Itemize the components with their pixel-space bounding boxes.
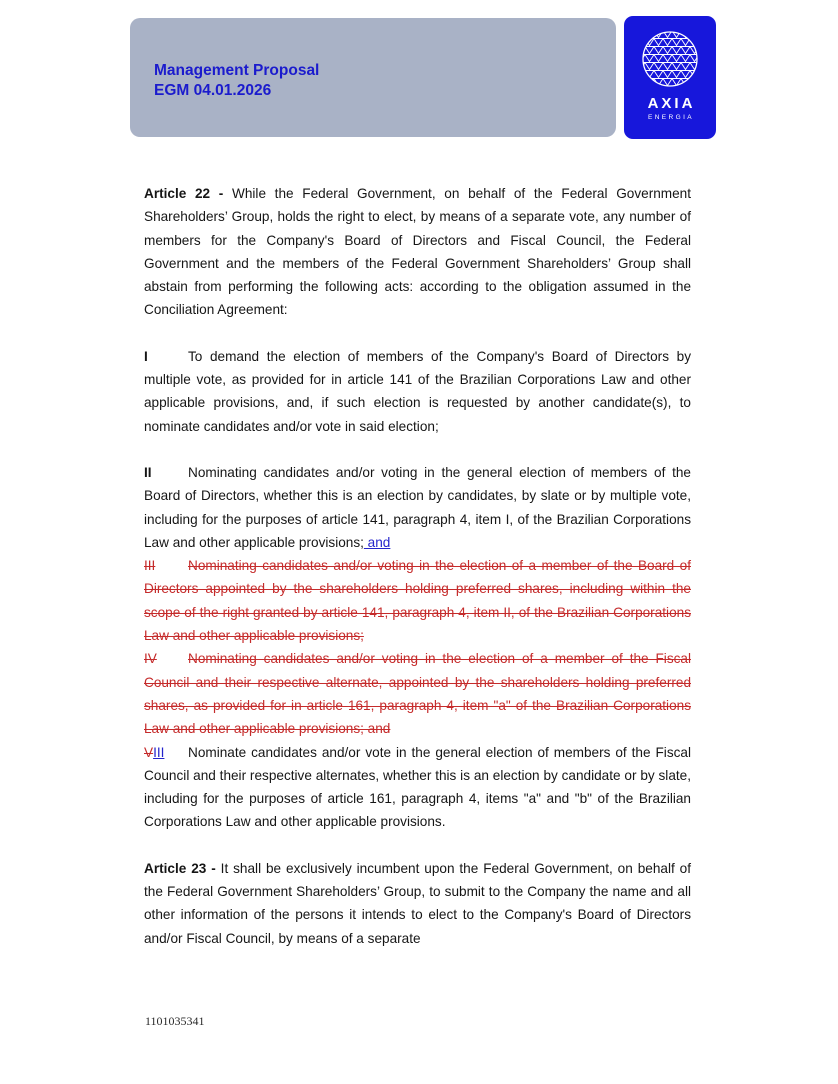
geodesic-sphere-icon <box>636 22 704 96</box>
item-v-text: Nominate candidates and/or vote in the general election of members of the Fiscal Council and their respective alternates, whether this is an election by candidate or by slate, including for the purposes of article 161, paragraph 4, items "a" and "b" of the Brazilian Corporations Law and other applicable provisions. <box>144 744 691 830</box>
item-ii-inserted-text: and <box>363 534 391 550</box>
logo-name: AXIA <box>647 95 696 112</box>
item-i-marker: I <box>144 348 148 364</box>
item-v-marker-deleted: V <box>144 744 154 760</box>
item-v-paragraph <box>144 741 691 834</box>
item-iii-text: Nominating candidates and/or voting in the election of a member of the Board of Directors appointed by the shareholders holding preferred shares, including within the scope of the right granted by article 141, paragraph 4, item II, of the Brazilian Corporations Law and other applicable provisions; <box>144 558 691 644</box>
item-ii-text: Nominating candidates and/or voting in the general election of members of the Board of Directors, whether this is an election by candidates, by slate or by multiple vote, including for the purposes of article 141, paragraph 4, item I, of the Brazilian Corporations Law and other applicable provisions; <box>144 464 691 550</box>
axia-logo-box <box>624 16 716 139</box>
item-ii-marker: II <box>144 464 152 480</box>
item-v-marker-inserted: III <box>153 744 165 760</box>
item-iii-paragraph-deleted <box>144 554 691 647</box>
article-22-text: While the Federal Government, on behalf of the Federal Government Shareholders’ Group, holds the right to elect, by means of a separate vote, any number of members for the Company's Board of Directors and Fiscal Council, the Federal Government and the members of the Federal Government Shareholders’ Group shall abstain from performing the following acts: according to the obligation assumed in the Conciliation Agreement: <box>144 186 691 318</box>
header-title-line2: EGM 04.01.2026 <box>154 82 272 99</box>
item-iv-paragraph-deleted <box>144 647 691 740</box>
header-title <box>154 61 319 101</box>
logo-subname: ENERGIA <box>647 114 695 121</box>
article-23-paragraph <box>144 857 691 950</box>
item-ii-paragraph <box>144 461 691 554</box>
item-iv-text: Nominating candidates and/or voting in the election of a member of the Fiscal Council and their respective alternate, appointed by the shareholders holding preferred shares, as provided for in article 161, paragraph 4, item "a" of the Brazilian Corporations Law and other applicable provisions; and <box>144 651 691 737</box>
header-title-line1: Management Proposal <box>154 62 320 79</box>
article-23-text: It shall be exclusively incumbent upon the Federal Government, on behalf of the Federal Government Shareholders’ Group, to submit to the Company the name and all other information of the persons it intends to elect to the Company's Board of Directors and/or Fiscal Council, by means of a separate <box>144 860 691 946</box>
item-i-paragraph <box>144 345 691 438</box>
article-23-label: Article 23 - <box>144 860 216 876</box>
header-band <box>130 18 616 137</box>
footer-document-number: 1101035341 <box>145 1014 205 1028</box>
item-iv-marker: IV <box>144 651 157 667</box>
document-body <box>144 182 691 950</box>
article-22-paragraph <box>144 182 691 322</box>
article-22-label: Article 22 - <box>144 186 224 201</box>
item-v-marker <box>144 741 188 764</box>
item-i-text: To demand the election of members of the Company's Board of Directors by multiple vote, as provided for in article 141 of the Brazilian Corporations Law and other applicable provisions, and, if such election is requested by another candidate(s), to nominate candidates and/or vote in said election; <box>144 348 691 434</box>
item-iii-marker: III <box>144 558 156 574</box>
